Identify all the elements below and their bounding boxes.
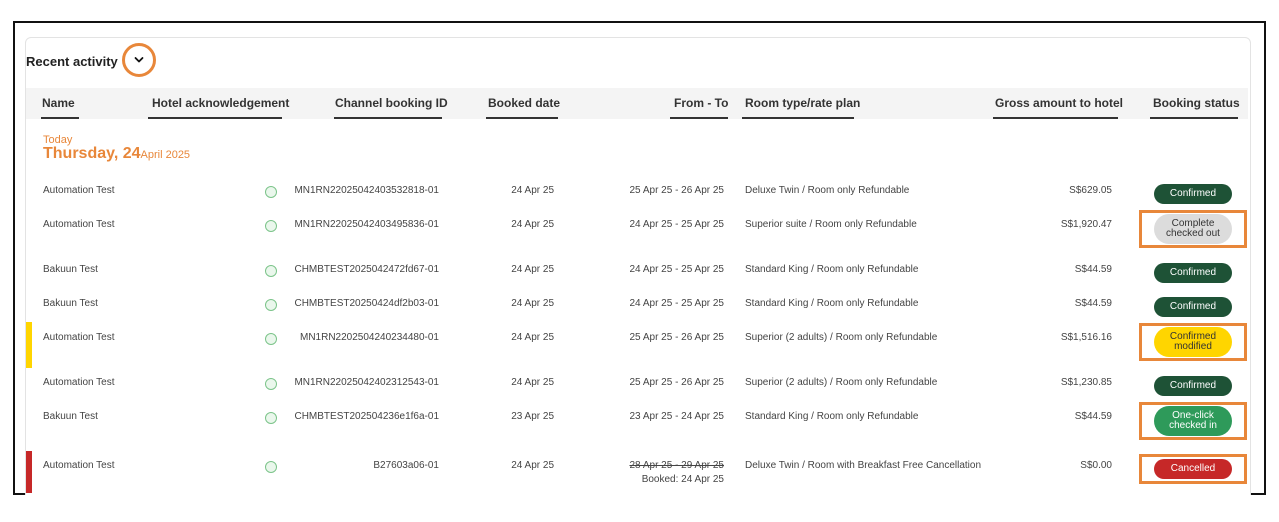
status-indicator-bar — [26, 322, 32, 368]
status-label: Complete checked out — [1166, 218, 1220, 239]
column-underline — [670, 117, 728, 119]
gross-amount: S$44.59 — [1074, 264, 1112, 275]
booked-date: 24 Apr 25 — [511, 298, 554, 309]
booking-guest-name[interactable]: Automation Test — [43, 460, 115, 471]
status-indicator-bar — [26, 451, 32, 493]
booked-date: 24 Apr 25 — [511, 219, 554, 230]
room-rate-plan: Standard King / Room only Refundable — [745, 298, 919, 309]
column-underline — [742, 117, 854, 119]
channel-booking-id[interactable]: CHMBTEST20250424df2b03-01 — [294, 298, 439, 309]
column-header-ack[interactable]: Hotel acknowledgement — [152, 96, 290, 110]
channel-booking-id[interactable]: MN1RN2202504240349583​6-01 — [294, 219, 439, 230]
column-underline — [148, 117, 282, 119]
room-rate-plan: Superior (2 adults) / Room only Refundable — [745, 332, 938, 343]
hotel-ack-icon[interactable] — [265, 461, 277, 473]
column-underline — [486, 117, 558, 119]
date-group-day: Thursday, 24 — [43, 145, 141, 162]
status-label: One-click checked in — [1169, 410, 1217, 431]
channel-booking-id[interactable]: CHMBTEST2025042472fd67-01 — [294, 264, 439, 275]
hotel-ack-icon[interactable] — [265, 299, 277, 311]
column-header-status[interactable]: Booking status — [1153, 96, 1240, 110]
booking-guest-name[interactable]: Bakuun Test — [43, 298, 98, 309]
channel-booking-id[interactable]: B27603a06-01 — [373, 460, 439, 471]
gross-amount: S$44.59 — [1074, 298, 1112, 309]
stay-dates: 23 Apr 25 - 24 Apr 25 — [629, 411, 724, 422]
column-header-from-to[interactable]: From - To — [674, 96, 729, 110]
gross-amount: S$629.05 — [1069, 185, 1112, 196]
column-header-gross[interactable]: Gross amount to hotel — [995, 96, 1124, 110]
hotel-ack-icon[interactable] — [265, 333, 277, 345]
chevron-down-icon — [134, 55, 144, 65]
booked-date: 24 Apr 25 — [511, 185, 554, 196]
stay-dates: 24 Apr 25 - 25 Apr 25 — [629, 298, 724, 309]
column-underline — [993, 117, 1118, 119]
gross-amount: S$1,230.85 — [1060, 377, 1112, 388]
column-underline — [334, 117, 442, 119]
column-underline — [41, 117, 79, 119]
column-header-name[interactable]: Name — [42, 96, 75, 110]
channel-booking-id[interactable]: CHMBTEST202504236e1f6a-01 — [294, 411, 439, 422]
booked-note: Booked: 24 Apr 25 — [641, 474, 724, 485]
booking-guest-name[interactable]: Automation Test — [43, 219, 115, 230]
room-rate-plan: Superior suite / Room only Refundable — [745, 219, 917, 230]
stay-dates: 28 Apr 25 - 29 Apr 25 — [629, 460, 724, 471]
booked-date: 24 Apr 25 — [511, 264, 554, 275]
stay-dates: 25 Apr 25 - 26 Apr 25 — [629, 185, 724, 196]
hotel-ack-icon[interactable] — [265, 186, 277, 198]
booked-date: 24 Apr 25 — [511, 460, 554, 471]
room-rate-plan: Standard King / Room only Refundable — [745, 411, 919, 422]
collapse-toggle-button[interactable] — [122, 43, 156, 77]
gross-amount: S$44.59 — [1074, 411, 1112, 422]
booking-status-badge[interactable]: Confirmed — [1154, 263, 1232, 283]
booking-guest-name[interactable]: Automation Test — [43, 332, 115, 343]
channel-booking-id[interactable]: MN1RN2202504240234480-01 — [300, 332, 439, 343]
stay-dates: 25 Apr 25 - 26 Apr 25 — [629, 377, 724, 388]
date-group-label: Today — [43, 134, 73, 146]
hotel-ack-icon[interactable] — [265, 378, 277, 390]
room-rate-plan: Superior (2 adults) / Room only Refundable — [745, 377, 938, 388]
hotel-ack-icon[interactable] — [265, 265, 277, 277]
booking-guest-name[interactable]: Bakuun Test — [43, 264, 98, 275]
column-header-channel-id[interactable]: Channel booking ID — [335, 96, 448, 110]
gross-amount: S$1,920.47 — [1060, 219, 1112, 230]
booked-date: 24 Apr 25 — [511, 332, 554, 343]
date-group-heading — [43, 145, 190, 163]
stay-dates: 24 Apr 25 - 25 Apr 25 — [629, 219, 724, 230]
booking-status-badge[interactable]: Confirmed — [1154, 376, 1232, 396]
booked-date: 24 Apr 25 — [511, 377, 554, 388]
booked-date: 23 Apr 25 — [511, 411, 554, 422]
hotel-ack-icon[interactable] — [265, 412, 277, 424]
booking-guest-name[interactable]: Automation Test — [43, 185, 115, 196]
channel-booking-id[interactable]: MN1RN2202504240353281​8-01 — [294, 185, 439, 196]
stay-dates: 25 Apr 25 - 26 Apr 25 — [629, 332, 724, 343]
status-label: Confirmed modified — [1169, 331, 1217, 352]
gross-amount: S$1,516.16 — [1060, 332, 1112, 343]
room-rate-plan: Standard King / Room only Refundable — [745, 264, 919, 275]
booking-guest-name[interactable]: Bakuun Test — [43, 411, 98, 422]
gross-amount: S$0.00 — [1080, 460, 1112, 471]
status-highlight-box — [1139, 454, 1247, 484]
status-highlight-box — [1139, 323, 1247, 361]
hotel-ack-icon[interactable] — [265, 220, 277, 232]
channel-booking-id[interactable]: MN1RN2202504240231254​3-01 — [294, 377, 439, 388]
booking-status-badge[interactable]: Confirmed — [1154, 184, 1232, 204]
column-header-room[interactable]: Room type/rate plan — [745, 96, 861, 110]
room-rate-plan: Deluxe Twin / Room with Breakfast Free Cancellation — [745, 460, 982, 471]
room-rate-plan: Deluxe Twin / Room only Refundable — [745, 185, 910, 196]
column-underline — [1150, 117, 1238, 119]
booking-guest-name[interactable]: Automation Test — [43, 377, 115, 388]
stay-dates: 24 Apr 25 - 25 Apr 25 — [629, 264, 724, 275]
status-highlight-box — [1139, 210, 1247, 248]
column-header-booked-date[interactable]: Booked date — [488, 96, 561, 110]
section-title: Recent activity — [26, 54, 118, 69]
booking-status-badge[interactable]: Cancelled — [1154, 459, 1232, 479]
status-highlight-box — [1139, 402, 1247, 440]
date-group-month: April 2025 — [140, 149, 191, 161]
booking-status-badge[interactable]: Confirmed — [1154, 297, 1232, 317]
